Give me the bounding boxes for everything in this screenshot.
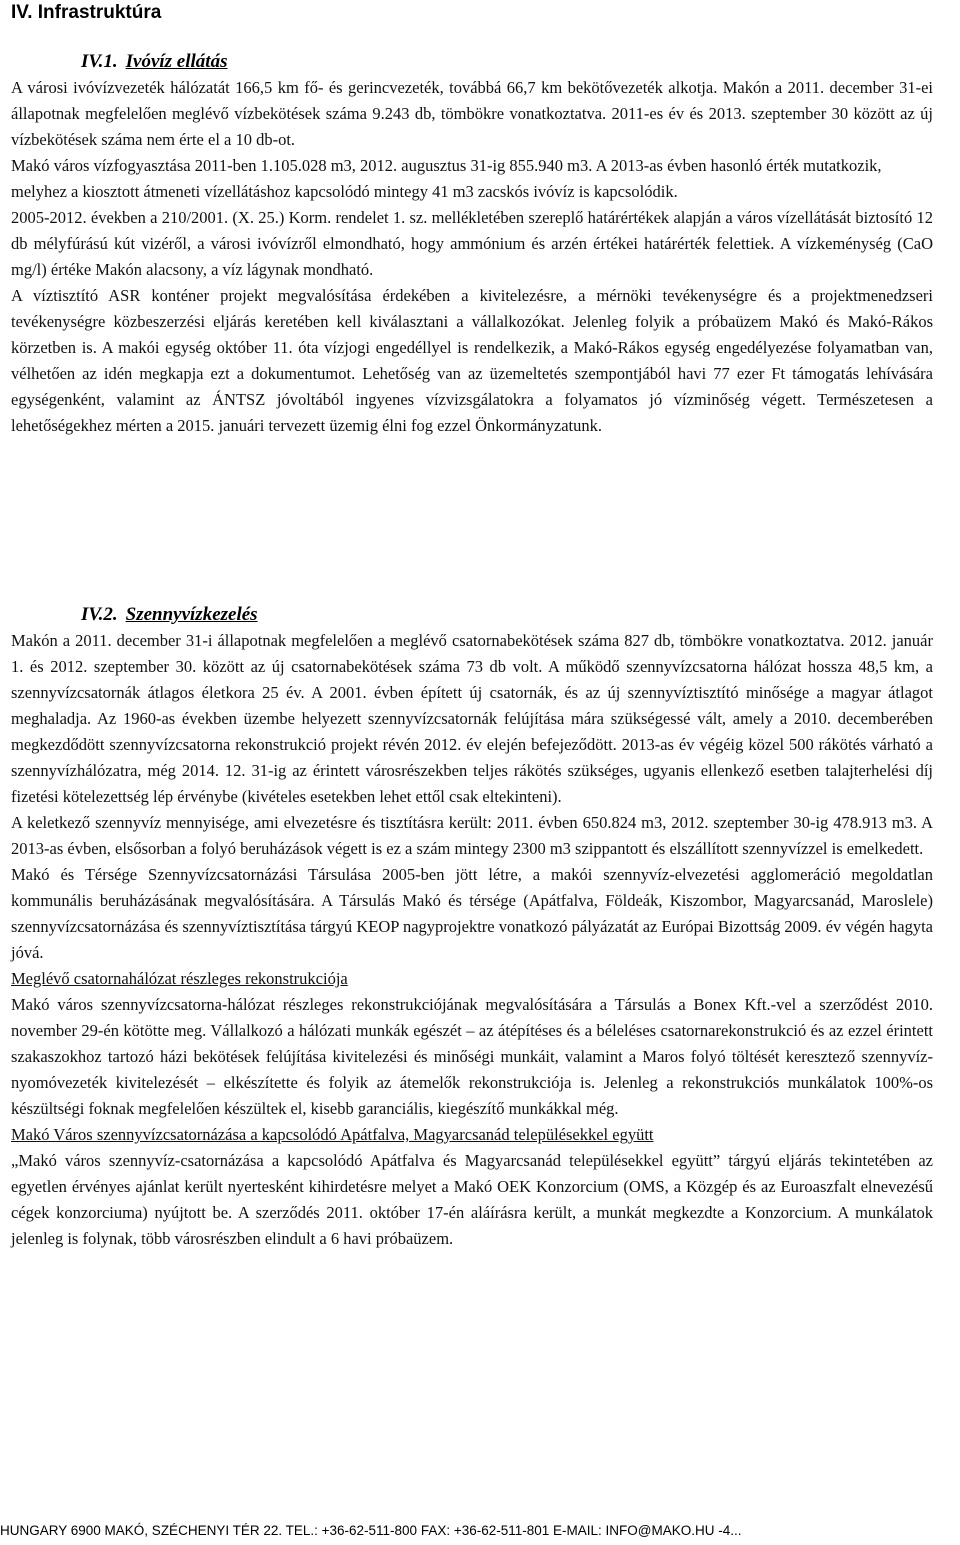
paragraph-limit-values: 2005-2012. években a 210/2001. (X. 25.) Korm. rendelet 1. sz. mellékletében szereplő határértékek alapján a város vízellátását biztosító 12 db mélyfúrású kút vizéről, a városi ivóvízről elmondható, hogy ammónium és arzén értékei határérték felettiek. A vízkeménység (CaO mg/l) értéke Makón alacsony, a víz lágynak mondható. <box>11 208 933 279</box>
paragraph-partial-reconstruction: Makó város szennyvízcsatorna-hálózat részleges rekonstrukciójának megvalósítására a Társulás a Bonex Kft.-vel a szerződést 2010. november 29-én kötötte meg. Vállalkozó a hálózati munkák egészét – az átépítéses és a béleléses csatornarekonstrukció és az ezzel érintett szakaszokhoz tartozó házi bekötések felújítása kivitelezési és minőségi munkáit, valamint a Maros folyó töltését keresztező szennyvíz-nyomóvezeték kivitelezését – elkészítette és folyik az átemelők rekonstrukciója is. Jelenleg a rekonstrukciós munkálatok 100%-os készültségi foknak megfelelően készültek el, kisebb garanciális, kiegészítő munkákkal még. <box>11 995 933 1118</box>
subsection-heading-drinking-water <box>81 50 227 74</box>
subsection-number: IV.1. <box>81 51 118 72</box>
paragraph-joint-sewerage: „Makó város szennyvíz-csatornázása a kapcsolódó Apátfalva és Magyarcsanád településekkel együtt” tárgyú eljárás tekintetében az egyetlen érvényes ajánlat került nyertesként kihirdetésre melyet a Makó OEK Konzorcium (OMS, a Közgép és az Euroaszfalt elnevezésű cégek konzorciuma) nyújtott be. A szerződés 2011. október 17-én aláírásra került, a munkát megkezdte a Konzorcium. A munkálatok jelenleg is folynak, több városrészben elindult a 6 havi próbaüzem. <box>11 1151 933 1248</box>
heading-partial-reconstruction: Meglévő csatornahálózat részleges rekonstrukciója <box>11 969 348 988</box>
paragraph-sewer-connections: Makón a 2011. december 31-i állapotnak megfelelően a meglévő csatornabekötések száma 827 db, tömbökre vonatkoztatva. 2012. január 1. és 2012. szeptember 30. között az új csatornabekötések száma 73 db volt. A működő szennyvízcsatorna hálózat hossza 48,5 km, a szennyvízcsatornák átlagos életkora 25 év. A 2001. évben épített új csatornák, és az új szennyvíztisztító minősége a magyar átlagot meghaladja. Az 1960-as években üzembe helyezett szennyvízcsatornák felújítása mára szükségessé vált, amely a 2010. decemberében megkezdődött szennyvízcsatorna rekonstrukció projekt révén 2012. év elején befejeződött. 2013-as év végéig közel 500 rákötés várható a szennyvízhálózatra, még 2014. 12. 31-ig az érintett városrészekben teljes rákötés szükséges, ugyanis ellenkező esetben talajterhelési díj fizetési kötelezettség lép érvénybe (kivételes esetekben lehet ettől csak eltekinteni). <box>11 631 933 806</box>
page-footer: HUNGARY 6900 MAKÓ, SZÉCHENYI TÉR 22. TEL.: +36-62-511-800 FAX: +36-62-511-801 E-MAIL: INFO@MAKO.HU -4... <box>0 1523 742 1538</box>
subsection-title: Ivóvíz ellátás <box>125 51 228 72</box>
section-title: IV. Infrastruktúra <box>11 2 162 23</box>
paragraph-consumption: Makó város vízfogyasztása 2011-ben 1.105.028 m3, 2012. augusztus 31-ig 855.940 m3. A 2013-as évben hasonló érték mutatkozik, melyhez a kiosztott átmeneti vízellátáshoz kapcsolódó mintegy 41 m3 zacskós ivóvíz is kapcsolódik. <box>11 156 882 201</box>
paragraph-asr-project: A víztisztító ASR konténer projekt megvalósítása érdekében a kivitelezésre, a mérnöki tevékenységre és a projektmenedzseri tevékenységre közbeszerzési eljárás keretében kell kiválasztani a vállalkozókat. Jelenleg folyik a próbaüzem Makó és Makó-Rákos körzetben is. A makói egység október 11. óta vízjogi engedéllyel is rendelkezik, a Makó-Rákos egység engedélyezése folyamatban van, vélhetően az idén megkapja ezt a dokumentumot. Lehetőség van az üzemeltetés szempontjából havi 77 ezer Ft támogatás lehívására egységenként, valamint az ÁNTSZ jóvoltából ingyenes vízvizsgálatokra a folyamatos jó vízminőség végett. Természetesen a lehetőségekhez mérten a 2015. januári tervezett üzemig élni fog ezzel Önkormányzatunk. <box>11 286 933 435</box>
subsection-title: Szennyvízkezelés <box>125 604 258 625</box>
heading-joint-sewerage: Makó Város szennyvízcsatornázása a kapcsolódó Apátfalva, Magyarcsanád településekkel együtt <box>11 1125 654 1144</box>
subsection-heading-wastewater <box>81 603 258 627</box>
paragraph-network: A városi ivóvízvezeték hálózatát 166,5 km fő- és gerincvezeték, továbbá 66,7 km bekötővezeték alkotja. Makón a 2011. december 31-ei állapotnak megfelelően meglévő vízbekötések száma 9.243 db, tömbökre vonatkoztatva. 2011-es év és 2013. szeptember 30 között az új vízbekötések száma nem érte el a 10 db-ot. <box>11 78 933 149</box>
paragraph-wastewater-volume: A keletkező szennyvíz mennyisége, ami elvezetésre és tisztításra került: 2011. évben 650.824 m3, 2012. szeptember 30-ig 478.913 m3. A 2013-as évben, elsősorban a folyó beruházások végett is ez a szám mintegy 2300 m3 szippantott és elszállított szennyvízzel is emelkedett. <box>11 813 933 858</box>
wastewater-body <box>11 628 933 1252</box>
subsection-number: IV.2. <box>81 604 118 625</box>
paragraph-association: Makó és Térsége Szennyvízcsatornázási Társulása 2005-ben jött létre, a makói szennyvíz-elvezetési agglomeráció megoldatlan kommunális beruházásának megvalósítására. A Társulás Makó és térsége (Apátfalva, Földeák, Kiszombor, Magyarcsanád, Maroslele) szennyvízcsatornázása és szennyvíztisztítása tárgyú KEOP nagyprojektre vonatkozó pályázatát az Európai Bizottság 2009. év végén hagyta jóvá. <box>11 865 933 962</box>
drinking-water-body <box>11 75 933 439</box>
